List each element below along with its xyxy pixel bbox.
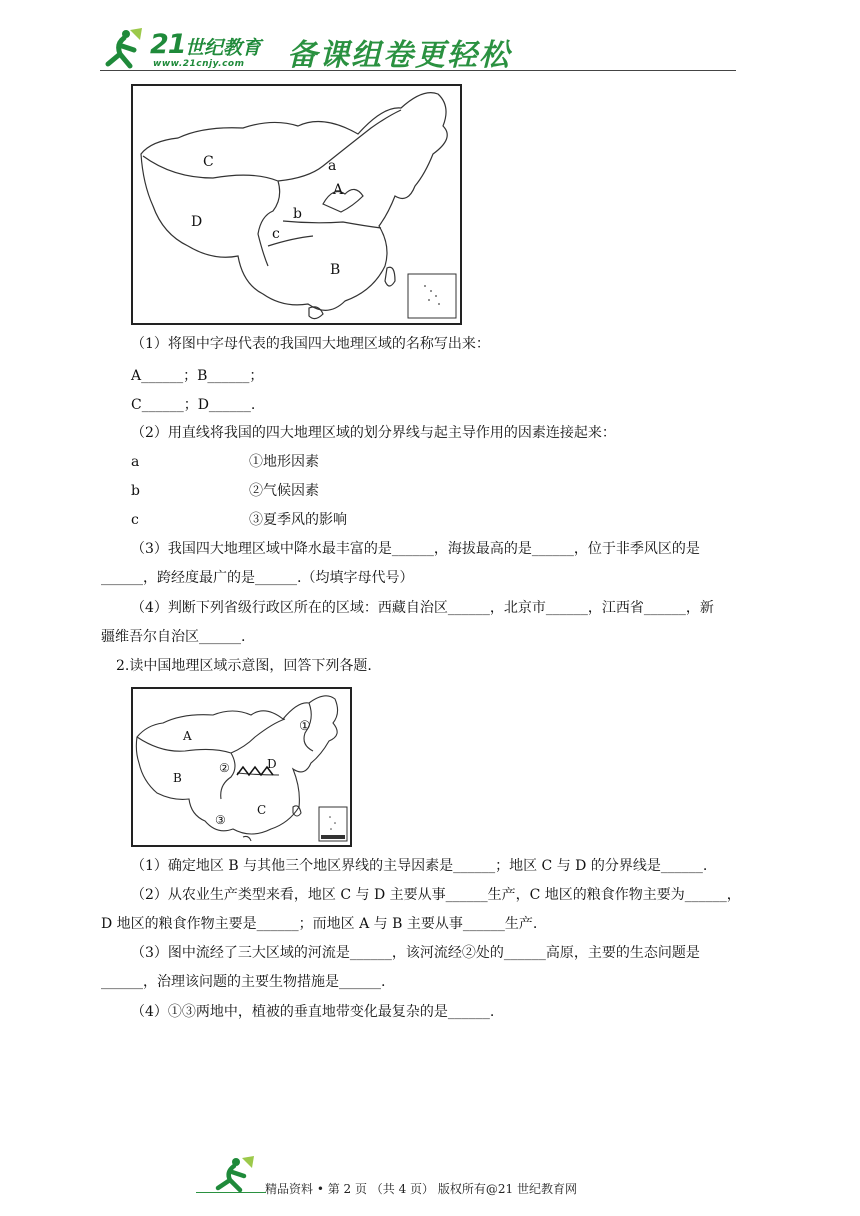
map-outline: [133, 86, 460, 323]
china-regions-map-1: [131, 84, 462, 325]
q2-part3-line-2: ______，治理该问题的主要生物措施是______.: [101, 974, 386, 990]
china-regions-map-2: [131, 687, 352, 847]
q1-part1-answer-line-2: C______；D______.: [131, 397, 256, 413]
footer-runner-logo-icon: [206, 1154, 266, 1194]
q2-part3-line-1: （3）图中流经了三大区域的河流是______，该河流经②处的______高原，主要的生态问题是: [131, 945, 700, 961]
map2-label-C: C: [257, 803, 267, 817]
q1-match-factor-1: ①地形因素: [249, 454, 319, 470]
q1-match-factor-2: ②气候因素: [249, 483, 319, 499]
q1-part3-line-2: ______，跨经度最广的是______.（均填字母代号）: [101, 570, 414, 586]
map1-label-D: D: [191, 214, 203, 230]
map1-label-a: a: [328, 158, 337, 174]
runner-logo-icon: [100, 26, 152, 70]
map2-label-circled-3: ③: [215, 813, 226, 827]
map2-label-circled-1: ①: [299, 719, 311, 734]
q1-match-factor-3: ③夏季风的影响: [249, 512, 347, 528]
q2-title: 2.读中国地理区域示意图，回答下列各题.: [116, 658, 372, 674]
map2-label-D: D: [267, 757, 277, 771]
page-footer: 精品资料 • 第 2 页 （共 4 页） 版权所有@21 世纪教育网: [265, 1182, 577, 1196]
q1-part4-line-2: 疆维吾尔自治区______.: [101, 629, 246, 645]
map2-outline: [133, 689, 350, 845]
header-rule: [100, 70, 736, 71]
map1-label-A: A: [333, 182, 344, 198]
brand-number: 21: [150, 29, 186, 60]
q1-part1-answer-line-1: A______；B______；: [131, 368, 264, 384]
footer-logo-underline: [196, 1192, 266, 1193]
map1-label-b: b: [293, 206, 302, 222]
q1-part1: （1）将图中字母代表的我国四大地理区域的名称写出来：: [131, 336, 490, 352]
map2-label-B: B: [173, 771, 182, 785]
map1-label-B: B: [330, 262, 341, 278]
q1-part2: （2）用直线将我国的四大地理区域的划分界线与起主导作用的因素连接起来：: [131, 425, 616, 441]
q1-part3-line-1: （3）我国四大地理区域中降水最丰富的是______，海拔最高的是______，位于非季风区的是: [131, 541, 700, 557]
brand-name: 世纪教育: [185, 37, 262, 59]
header-slogan: 备课组卷更轻松: [287, 38, 511, 73]
q2-part2-line-2: D 地区的粮食作物主要是______；而地区 A 与 B 主要从事______生产.: [101, 916, 538, 932]
brand-url: www.21cnjy.com: [153, 59, 245, 69]
q1-part4-line-1: （4）判断下列省级行政区所在的区域：西藏自治区______，北京市______，江西省______，新: [131, 600, 714, 616]
map2-label-A: A: [183, 729, 192, 743]
q2-part4: （4）①③两地中，植被的垂直地带变化最复杂的是______.: [131, 1004, 495, 1020]
map1-label-C: C: [203, 154, 214, 170]
q1-match-letter-b: b: [131, 483, 140, 499]
q1-match-letter-a: a: [131, 454, 140, 470]
map1-label-c: c: [272, 226, 280, 242]
q1-match-letter-c: c: [131, 512, 139, 528]
map2-label-circled-2: ②: [219, 761, 230, 775]
q2-part1: （1）确定地区 B 与其他三个地区界线的主导因素是______；地区 C 与 D 的分界线是______.: [131, 858, 708, 874]
q2-part2-line-1: （2）从农业生产类型来看，地区 C 与 D 主要从事______生产，C 地区的粮食作物主要为______，: [131, 887, 741, 903]
